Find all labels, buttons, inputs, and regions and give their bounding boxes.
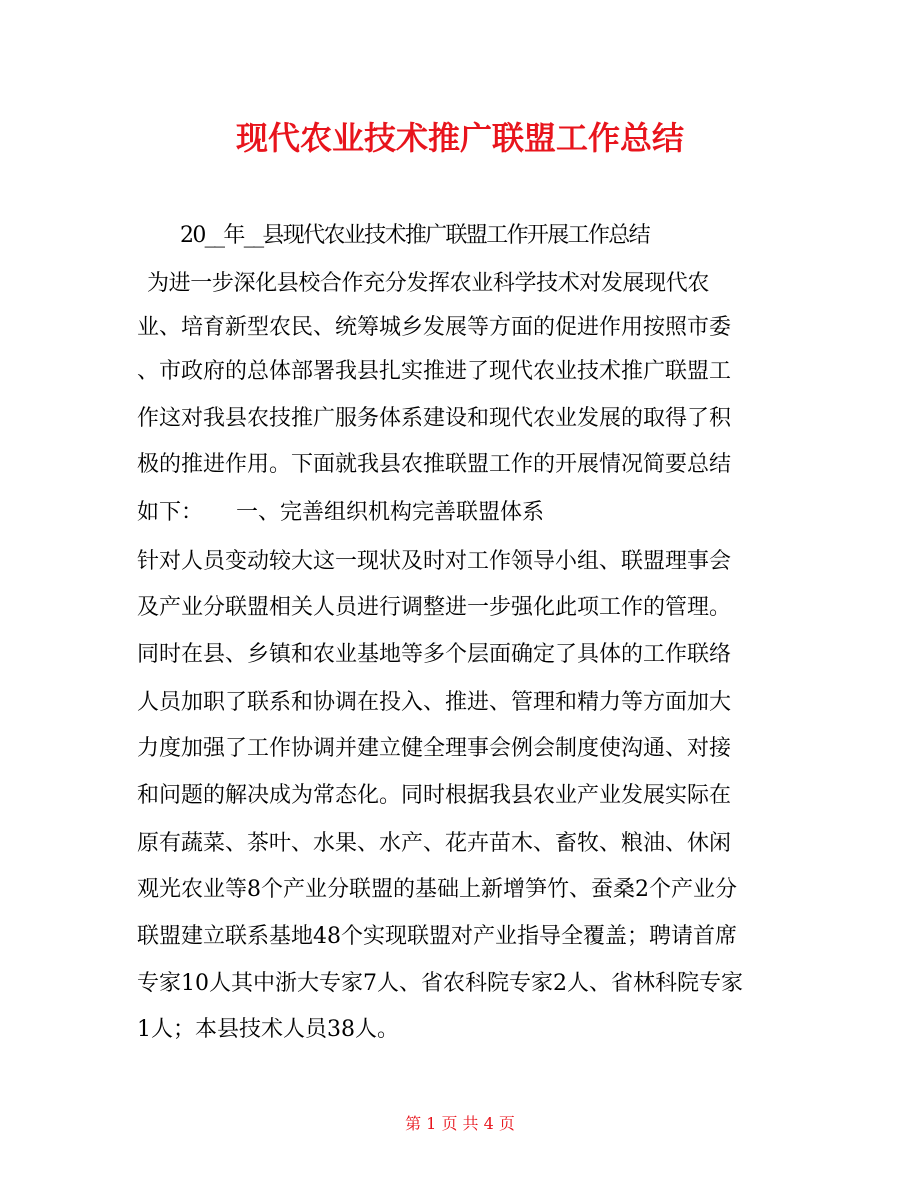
body-line: 1人；本县技术人员38人。: [137, 1017, 399, 1042]
body-line: 为进一步深化县校合作充分发挥农业科学技术对发展现代农: [147, 271, 710, 296]
body-line: 观光农业等8个产业分联盟的基础上新增笋竹、蚕桑2个产业分: [137, 877, 737, 902]
page-number: 第 1 页 共 4 页: [405, 1114, 515, 1133]
subtitle-line: 20__年__县现代农业技术推广联盟工作开展工作总结: [180, 223, 649, 248]
body-line: 业、培育新型农民、统筹城乡发展等方面的促进作用按照市委: [137, 315, 732, 340]
body-line: 力度加强了工作协调并建立健全理事会例会制度使沟通、对接: [137, 736, 732, 761]
body-line: 作这对我县农技推广服务体系建设和现代农业发展的取得了积: [137, 406, 732, 431]
body-line: 原有蔬菜、茶叶、水果、水产、花卉苗木、畜牧、粮油、休闲: [137, 831, 732, 856]
body-line: 联盟建立联系基地48个实现联盟对产业指导全覆盖；聘请首席: [137, 924, 737, 949]
body-line: 针对人员变动较大这一现状及时对工作领导小组、联盟理事会: [137, 549, 732, 574]
body-line: 专家10人其中浙大专家7人、省农科院专家2人、省林科院专家: [137, 971, 743, 996]
document-title: 现代农业技术推广联盟工作总结: [235, 119, 684, 157]
body-line: 和问题的解决成为常态化。同时根据我县农业产业发展实际在: [137, 783, 732, 808]
body-line: 及产业分联盟相关人员进行调整进一步强化此项工作的管理。: [137, 595, 732, 620]
body-line: 如下： 一、完善组织机构完善联盟体系: [137, 500, 545, 525]
body-line: 同时在县、乡镇和农业基地等多个层面确定了具体的工作联络: [137, 642, 732, 667]
body-line: 人员加职了联系和协调在投入、推进、管理和精力等方面加大: [137, 690, 732, 715]
body-line: 极的推进作用。下面就我县农推联盟工作的开展情况简要总结: [137, 452, 732, 477]
body-line: 、市政府的总体部署我县扎实推进了现代农业技术推广联盟工: [137, 359, 732, 384]
